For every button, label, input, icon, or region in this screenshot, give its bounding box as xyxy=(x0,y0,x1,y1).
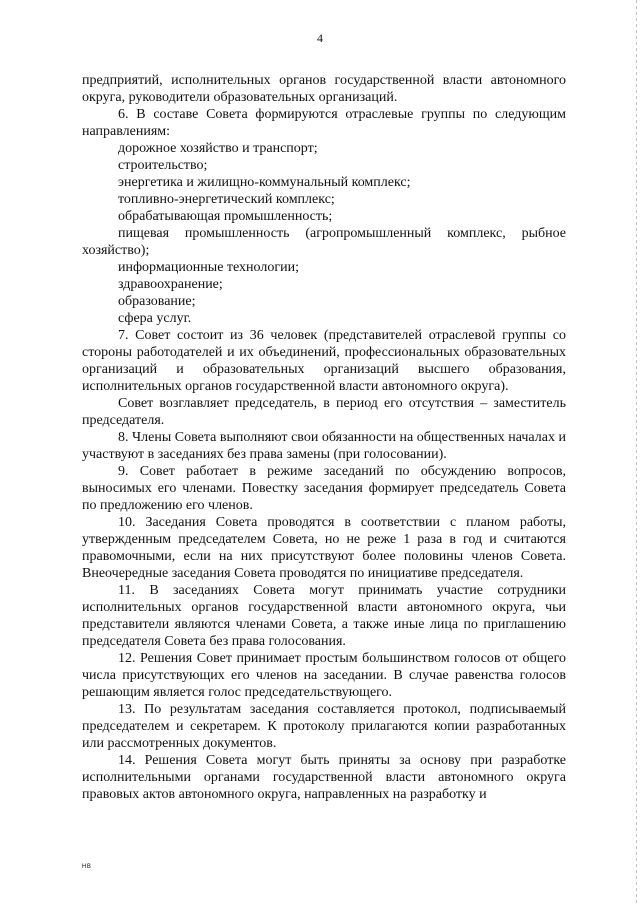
list-item: образование; xyxy=(118,294,196,309)
paragraph-14: 14. Решения Совета могут быть приняты за основу при разработке исполнительными органами государственной власти автономного округа правовых актов автономного округа, направленных на разработку и xyxy=(82,753,566,802)
footer-code: НВ xyxy=(82,864,92,870)
paragraph-6: 6. В составе Совета формируются отраслевые группы по следующим направлениям: xyxy=(82,107,566,139)
list-item: обрабатывающая промышленность; xyxy=(118,209,333,224)
list-item: энергетика и жилищно-коммунальный комплекс; xyxy=(118,175,411,190)
list-item: здравоохранение; xyxy=(118,277,223,292)
list-item: пищевая промышленность (агропромышленный комплекс, рыбное хозяйство); xyxy=(82,226,566,258)
document-body xyxy=(82,72,566,803)
list-item: дорожное хозяйство и транспорт; xyxy=(118,141,318,156)
list-item: строительство; xyxy=(118,158,208,173)
list-item: топливно-энергетический комплекс; xyxy=(118,192,335,207)
paragraph-13: 13. По результатам заседания составляется протокол, подписываемый председателем и секретарем. К протоколу прилагаются копии разработанных или рассмотренных документов. xyxy=(82,702,566,751)
paragraph-10: 10. Заседания Совета проводятся в соответствии с планом работы, утвержденным председателем Совета, но не реже 1 раза в год и считаются правомочными, если на них присутствуют более половины членов Совета. Внеочередные заседания Совета проводятся по инициативе председателя. xyxy=(82,515,566,581)
list-item: сфера услуг. xyxy=(118,311,192,326)
scan-edge-artifact xyxy=(636,0,637,905)
page-number: 4 xyxy=(317,31,323,45)
paragraph-8: 8. Члены Совета выполняют свои обязанности на общественных началах и участвуют в заседаниях без права замены (при голосовании). xyxy=(82,430,566,462)
paragraph-intro: предприятий, исполнительных органов государственной власти автономного округа, руководители образовательных организаций. xyxy=(82,73,566,105)
paragraph-7-continuation: Совет возглавляет председатель, в период его отсутствия – заместитель председателя. xyxy=(82,396,566,428)
paragraph-11: 11. В заседаниях Совета могут принимать участие сотрудники исполнительных органов государственной власти автономного округа, чьи представители являются членами Совета, а также иные лица по приглашению председателя Совета без права голосования. xyxy=(82,583,566,649)
paragraph-9: 9. Совет работает в режиме заседаний по обсуждению вопросов, выносимых его членами. Повестку заседания формирует председатель Совета по предложению его членов. xyxy=(82,464,566,513)
paragraph-12: 12. Решения Совет принимает простым большинством голосов от общего числа присутствующих его членов на заседании. В случае равенства голосов решающим является голос председательствующего. xyxy=(82,651,566,700)
list-item: информационные технологии; xyxy=(118,260,299,275)
paragraph-7: 7. Совет состоит из 36 человек (представителей отраслевой группы со стороны работодателей и их объединений, профессиональных образовательных организаций и образовательных организаций высшего образования, исполнительных органов государственной власти автономного округа). xyxy=(82,328,566,394)
